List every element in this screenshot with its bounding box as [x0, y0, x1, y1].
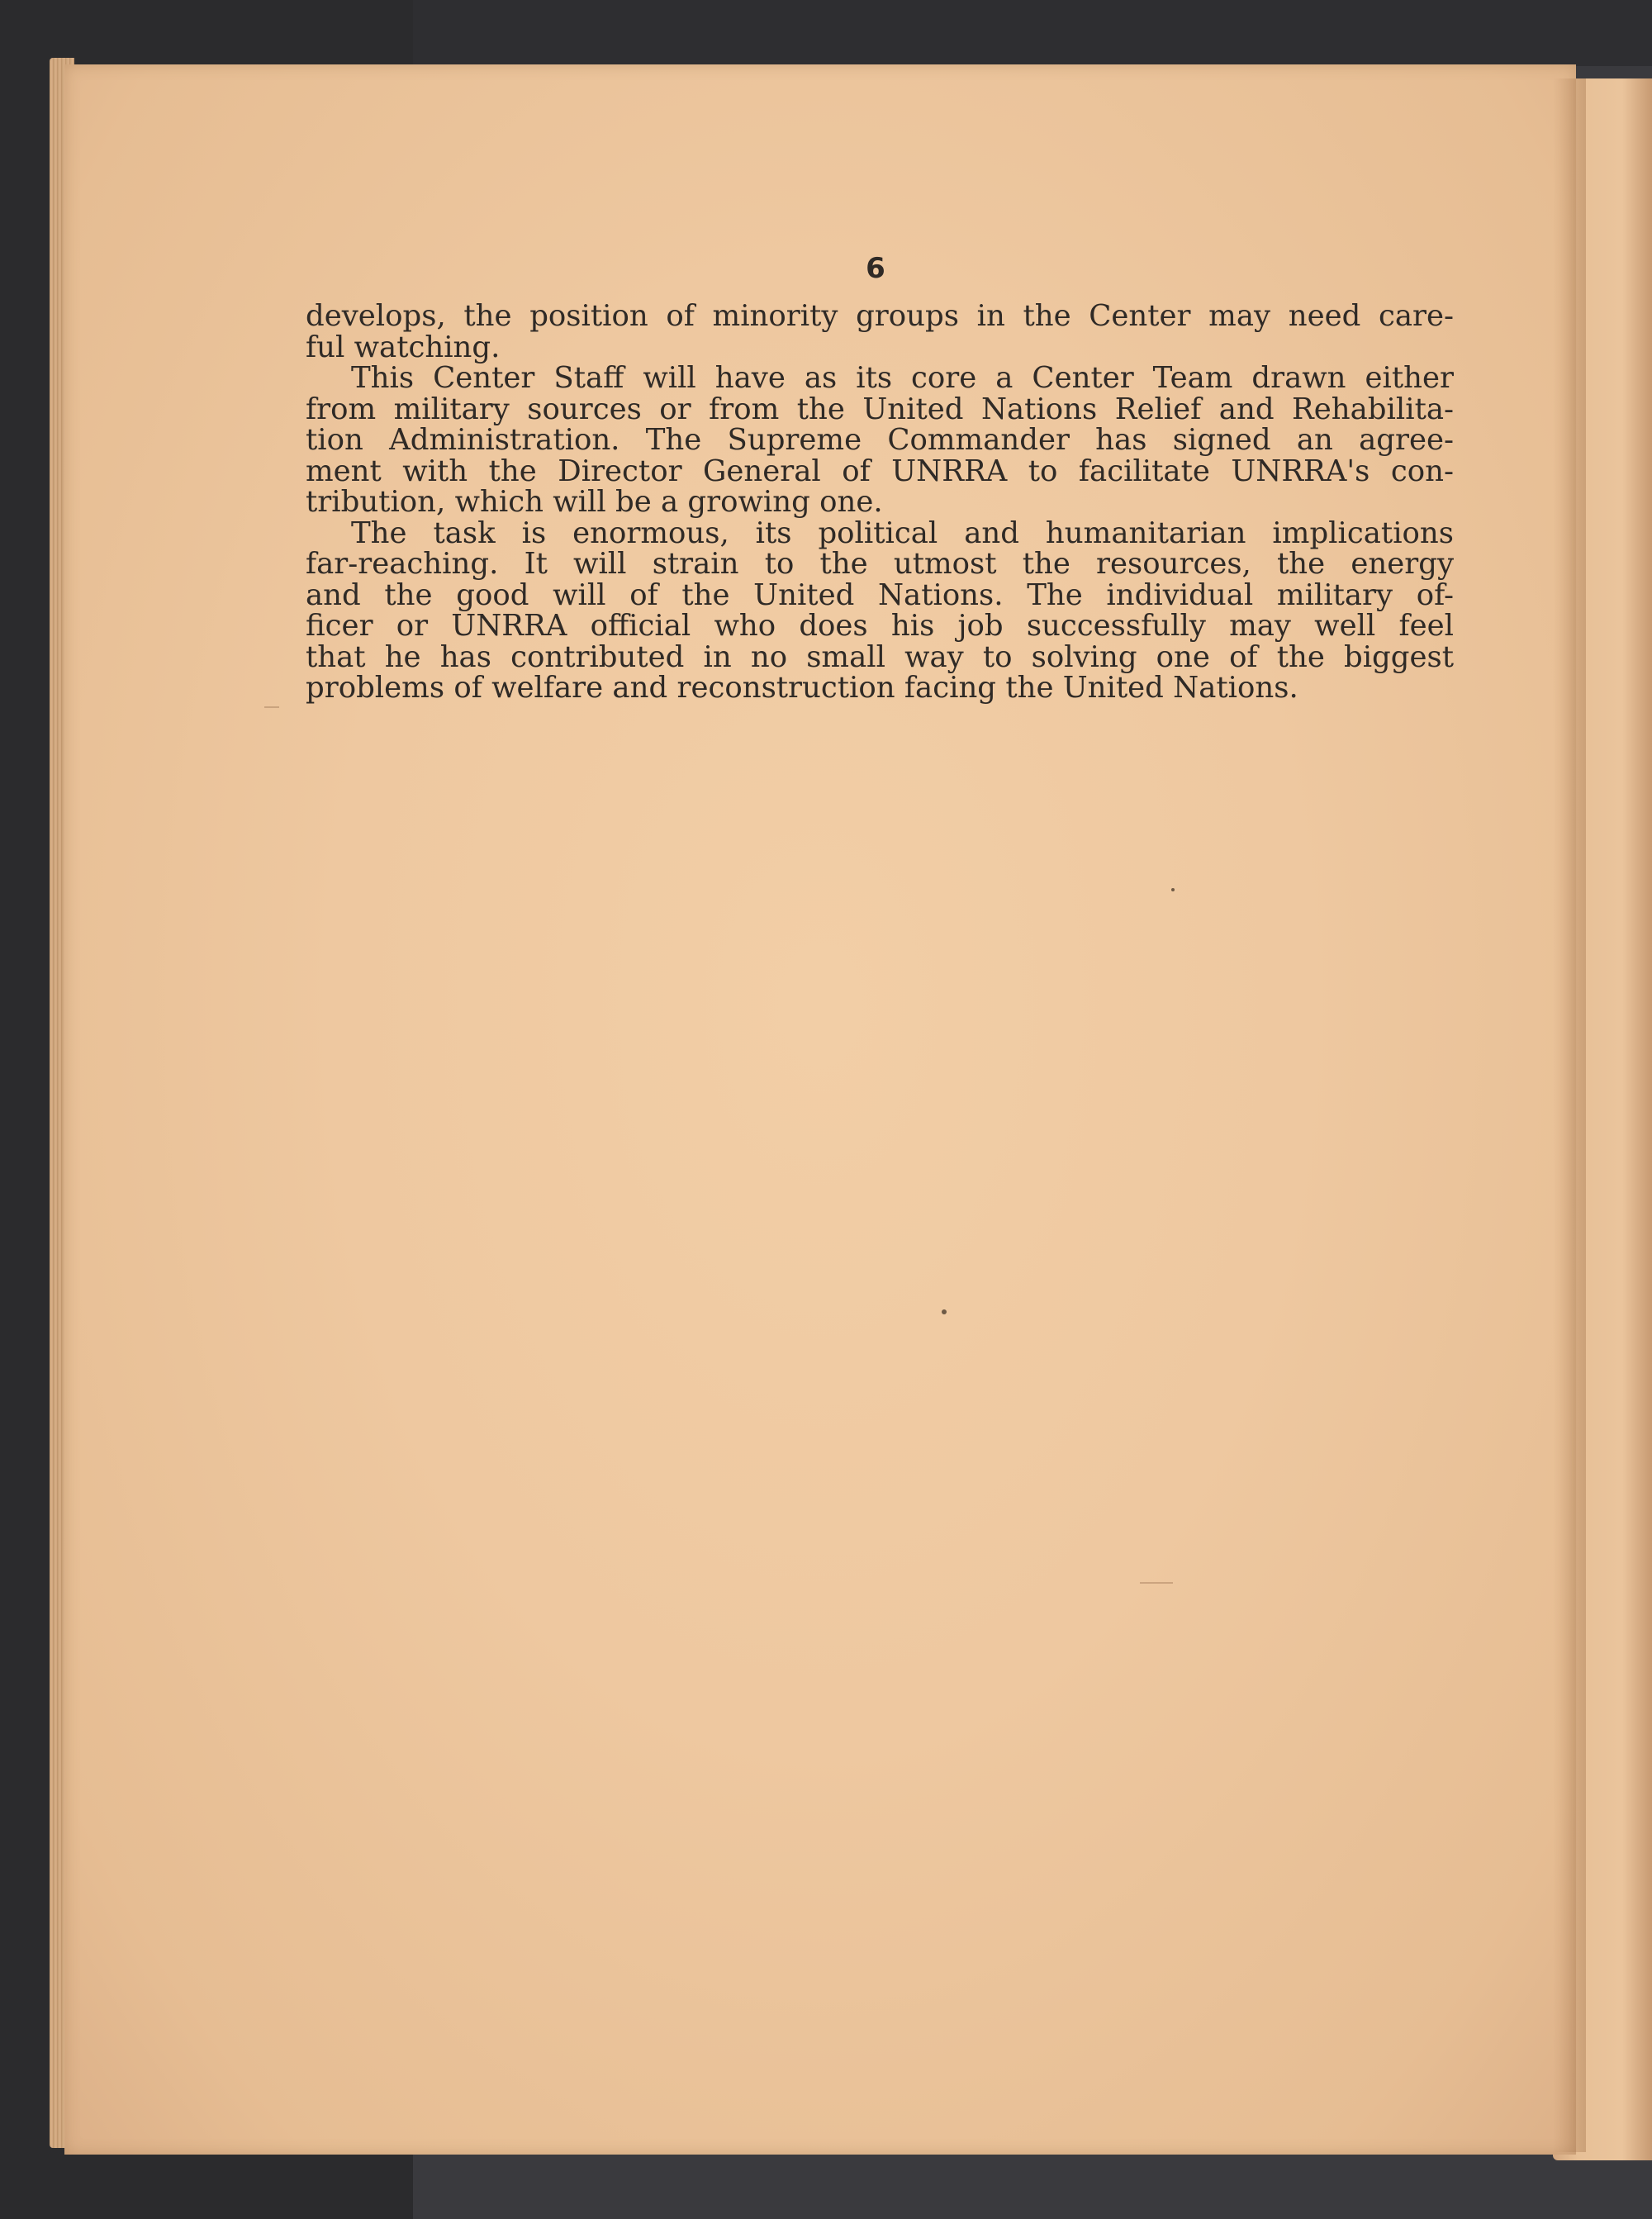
- text-line: far-reaching. It will strain to the utmost the resources, the energy: [306, 547, 1454, 581]
- page-number: 6: [866, 252, 885, 285]
- paper-fiber: [1140, 1582, 1173, 1584]
- text-line: ment with the Director General of UNRRA to facilitate UNRRA's con-: [306, 454, 1454, 488]
- text-line: ficer or UNRRA official who does his job successfully may well feel: [306, 609, 1454, 643]
- paper-speck: [1171, 888, 1175, 891]
- body-text: [306, 301, 1454, 704]
- text-line: that he has contributed in no small way to solving one of the biggest: [306, 639, 1454, 674]
- text-line: tion Administration. The Supreme Commander has signed an agree-: [306, 423, 1454, 457]
- text-line: from military sources or from the United Nations Relief and Rehabilita-: [306, 392, 1454, 426]
- text-line: This Center Staff will have as its core a Center Team drawn either: [351, 361, 1454, 395]
- binding-gutter: [1553, 78, 1586, 2152]
- paper-speck: [942, 1309, 947, 1314]
- text-line: ful watching.: [306, 330, 501, 364]
- paper-fiber: [264, 706, 279, 708]
- text-line: tribution, which will be a growing one.: [306, 485, 883, 519]
- text-line: develops, the position of minority groups in the Center may need care-: [306, 299, 1454, 333]
- text-line: problems of welfare and reconstruction facing the United Nations.: [306, 671, 1298, 705]
- scanner-backdrop-top: [413, 0, 1652, 66]
- text-line: The task is enormous, its political and humanitarian implications: [351, 516, 1454, 550]
- text-line: and the good will of the United Nations. The individual military of-: [306, 577, 1454, 612]
